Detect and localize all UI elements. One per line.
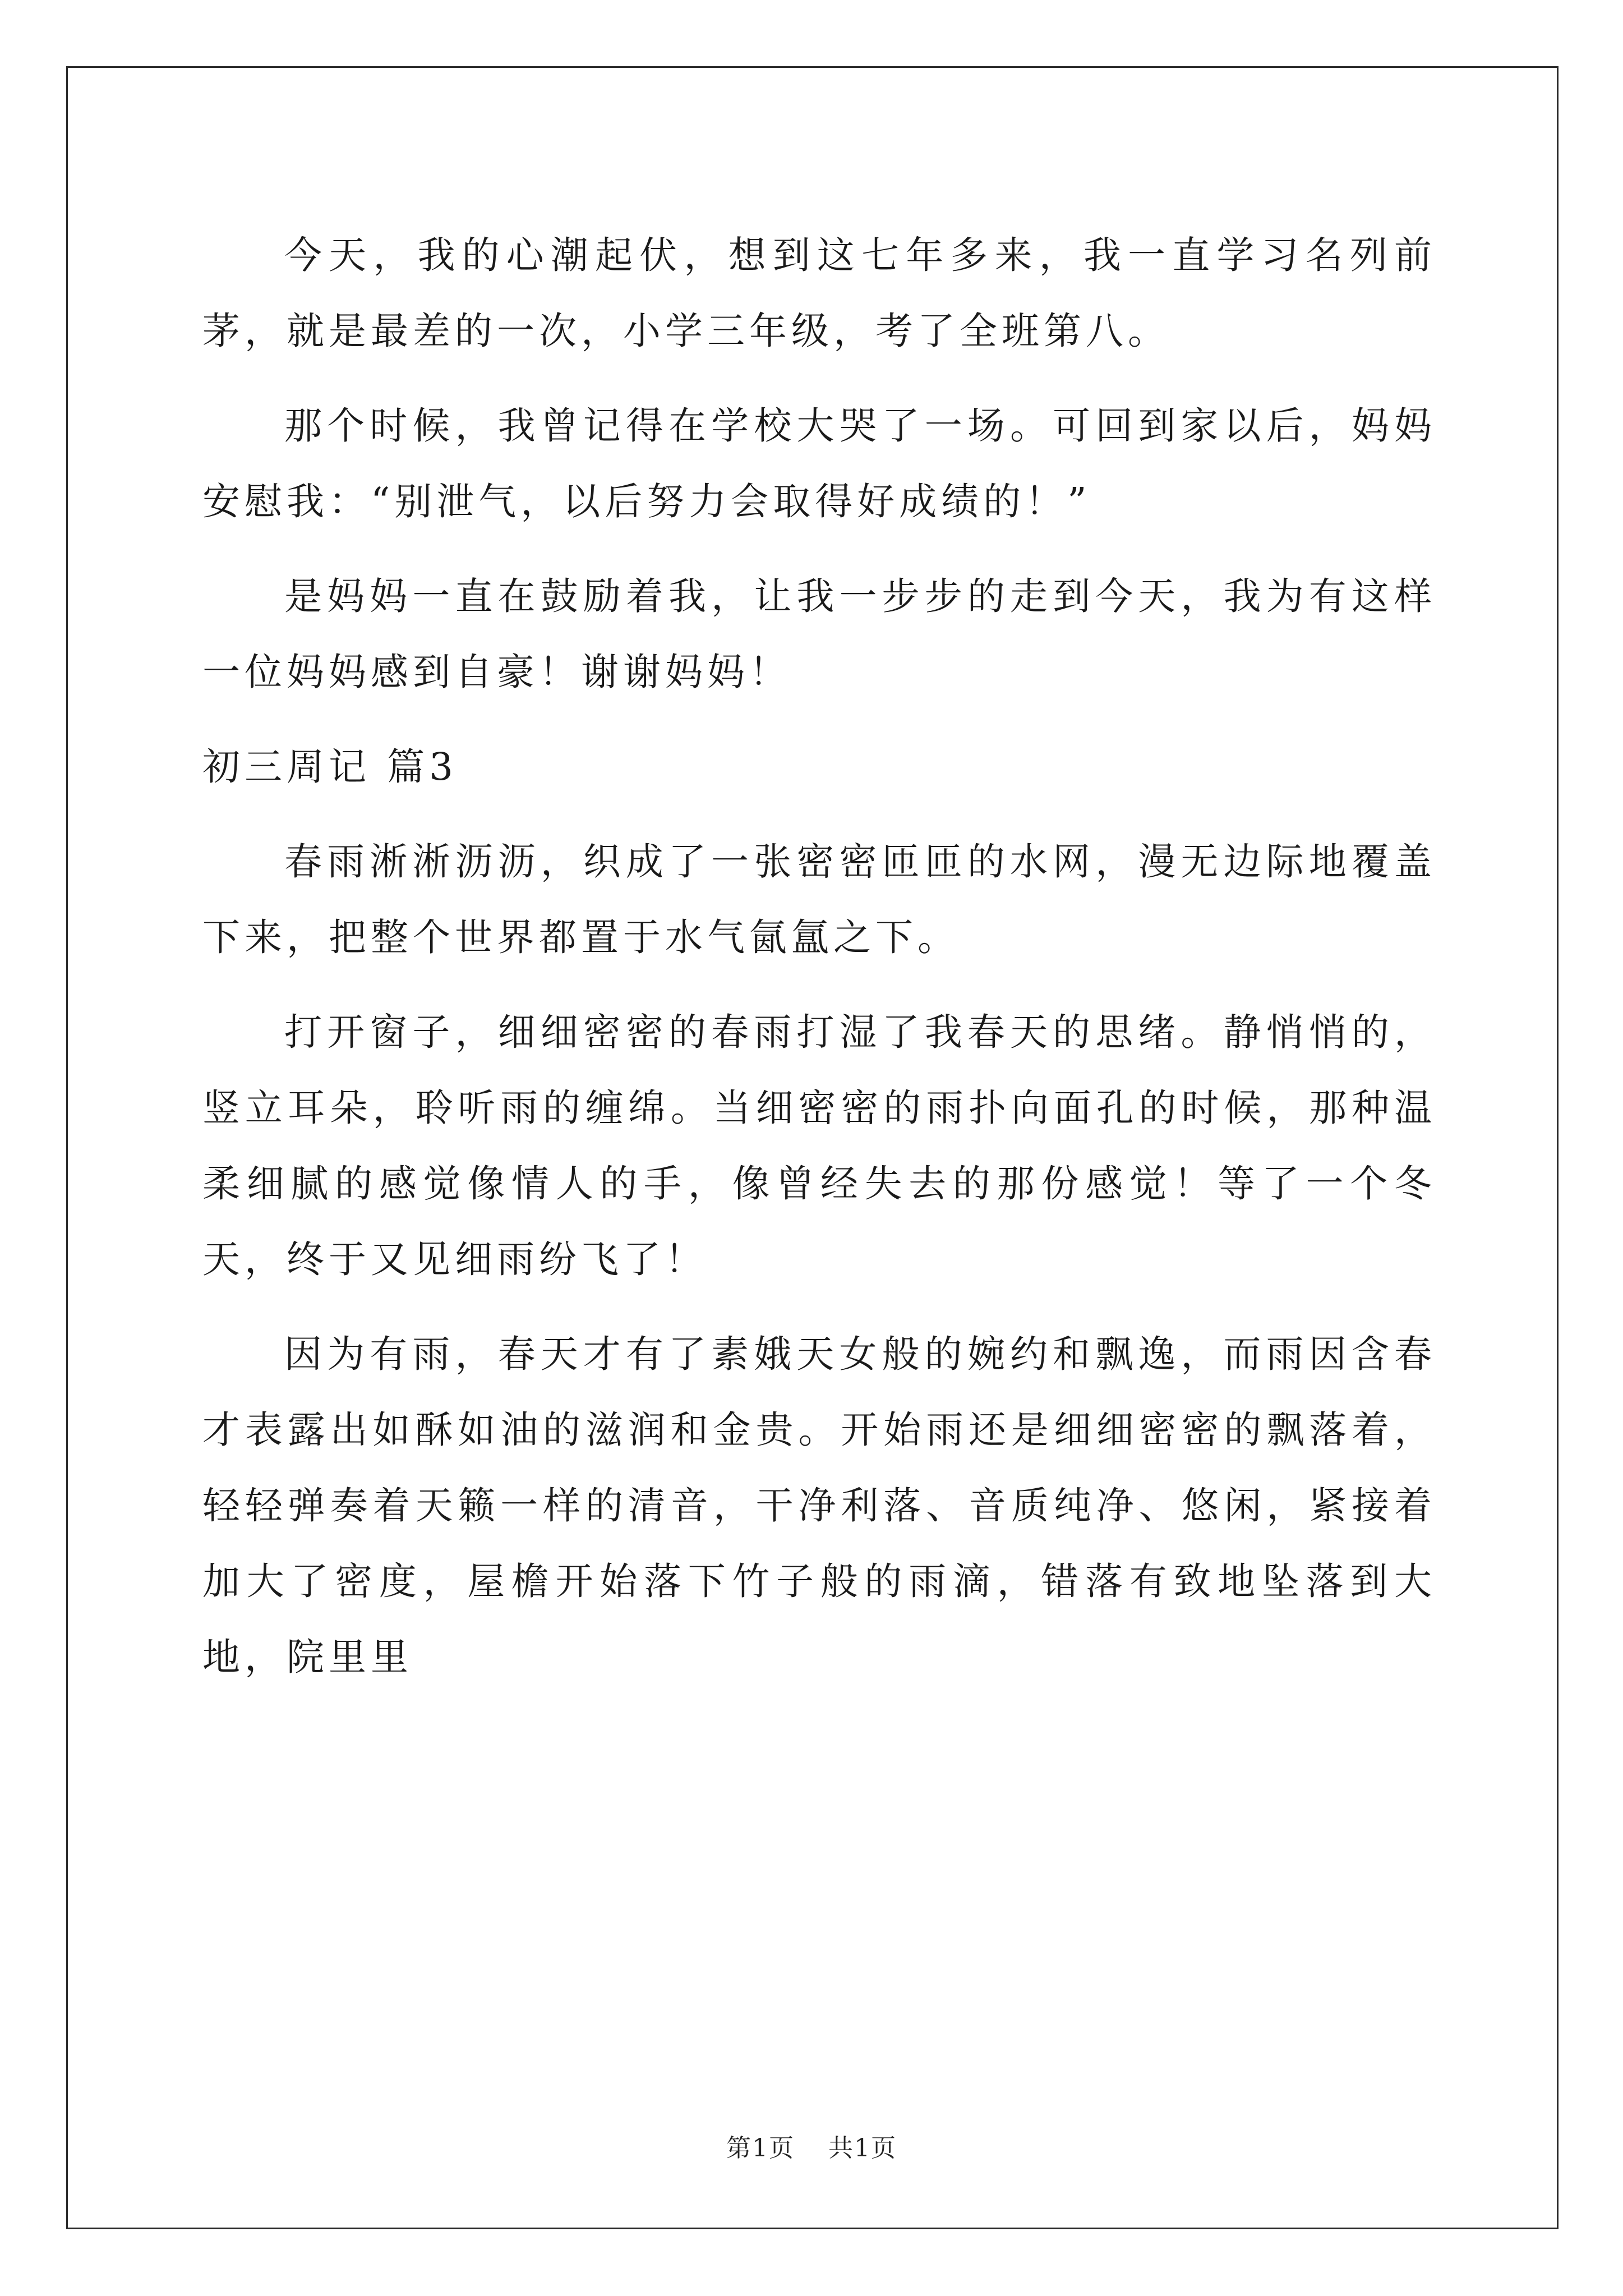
paragraph: 春雨淅淅沥沥，织成了一张密密匝匝的水网，漫无边际地覆盖下来，把整个世界都置于水气氤氲之下。 — [202, 840, 1436, 959]
paragraph: 今天，我的心潮起伏，想到这七年多来，我一直学习名列前茅，就是最差的一次，小学三年级，考了全班第八。 — [202, 233, 1436, 353]
section-heading: 初三周记 篇3 — [202, 745, 458, 789]
page-total: 共1页 — [828, 2134, 897, 2162]
paragraph: 因为有雨，春天才有了素娥天女般的婉约和飘逸，而雨因含春才表露出如酥如油的滋润和金贵。开始雨还是细细密密的飘落着，轻轻弹奏着天籁一样的清音，干净利落、音质纯净、悠闲，紧接着加大了密度，屋檐开始落下竹子般的雨滴，错落有致地坠落到大地，院里里 — [202, 1332, 1436, 1679]
paragraph: 那个时候，我曾记得在学校大哭了一场。可回到家以后，妈妈安慰我：“别泄气，以后努力会取得好成绩的！” — [202, 404, 1436, 523]
document-body — [202, 218, 1436, 1714]
page-number: 第1页 — [726, 2134, 795, 2162]
paragraph: 打开窗子，细细密密的春雨打湿了我春天的思绪。静悄悄的，竖立耳朵，聆听雨的缠绵。当细密密的雨扑向面孔的时候，那种温柔细腻的感觉像情人的手，像曾经失去的那份感觉！等了一个冬天，终于又见细雨纷飞了！ — [202, 1010, 1436, 1281]
paragraph: 是妈妈一直在鼓励着我，让我一步步的走到今天，我为有这样一位妈妈感到自豪！谢谢妈妈！ — [202, 574, 1436, 694]
page-footer — [0, 2132, 1623, 2165]
